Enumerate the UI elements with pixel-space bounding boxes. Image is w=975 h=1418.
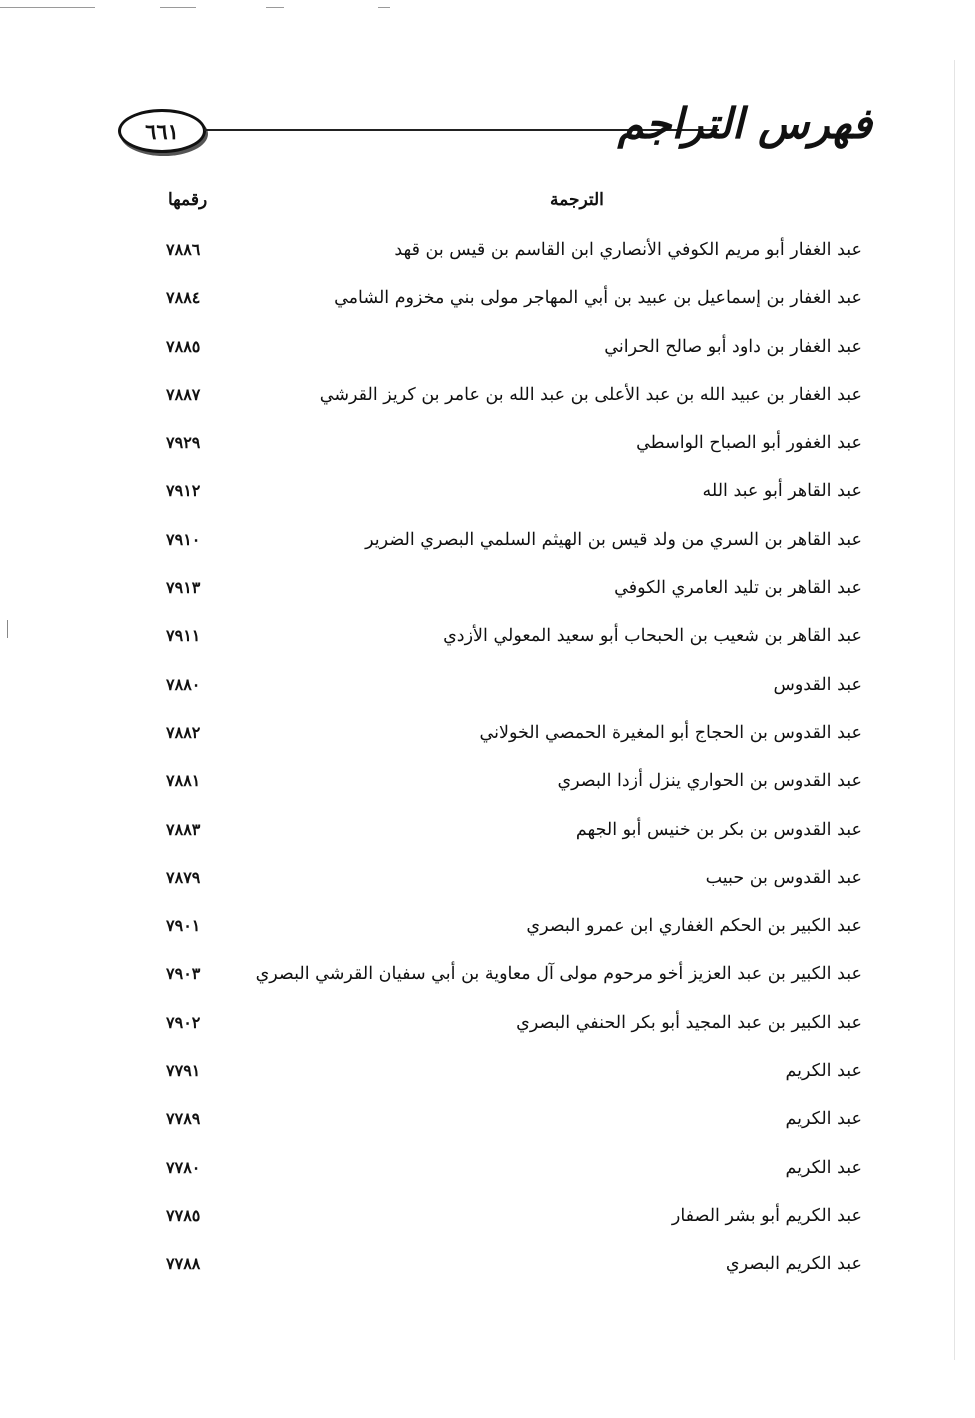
- entry-number: ٧٩١٠: [166, 529, 201, 549]
- entry-number: ٧٨٨٣: [166, 819, 201, 839]
- column-header-title: الترجمة: [550, 190, 604, 210]
- index-entry-row: [150, 715, 862, 763]
- entry-number: ٧٩١١: [166, 626, 201, 646]
- entry-number: ٧٨٨٥: [166, 336, 201, 356]
- page-binding-edge: [954, 60, 955, 1360]
- entry-name: عبد الكريم البصري: [725, 1254, 862, 1275]
- entry-number: ٧٩٠١: [166, 916, 201, 936]
- index-entry-row: [150, 1150, 862, 1198]
- entry-name: عبد القدوس بن حبيب: [705, 867, 862, 888]
- entry-number: ٧٩١٢: [166, 481, 201, 501]
- column-headers: [150, 190, 862, 220]
- index-entry-row: [150, 377, 862, 425]
- entry-name: عبد الغفار أبو مريم الكوفي الأنصاري ابن القاسم بن قيس بن قهد: [394, 240, 862, 260]
- entry-name: عبد الغفار بن عبيد الله بن عبد الأعلى بن عبد الله بن عامر بن كريز القرشي: [319, 384, 862, 405]
- entry-number: ٧٩٠٢: [166, 1012, 201, 1032]
- index-entry-row: [150, 570, 862, 618]
- index-entry-row: [150, 667, 862, 715]
- entry-number: ٧٨٨٢: [166, 722, 201, 742]
- entry-name: عبد الغفور أبو الصباح الواسطي: [636, 433, 862, 454]
- scan-mark: [266, 7, 284, 8]
- column-header-number: رقمها: [168, 190, 208, 210]
- page-title: فهرس التراجم: [617, 99, 872, 148]
- entry-number: ٧٩٠٣: [166, 964, 201, 984]
- entry-name: عبد الكبير بن الحكم الغفاري ابن عمرو البصري: [526, 916, 862, 937]
- index-entry-row: [150, 473, 862, 521]
- index-entry-row: [150, 812, 862, 860]
- entry-number: ٧٨٧٩: [166, 867, 201, 887]
- scan-mark: [160, 7, 196, 8]
- entry-number: ٧٨٨٧: [166, 384, 201, 404]
- entry-name: عبد القدوس بن الحجاج أبو المغيرة الحمصي الخولاني: [479, 722, 862, 743]
- entry-number: ٧٨٨١: [166, 771, 201, 791]
- entry-number: ٧٧٨٠: [166, 1157, 201, 1177]
- scan-top-marks: [0, 0, 975, 20]
- index-entry-row: [150, 522, 862, 570]
- page-header: [110, 92, 872, 172]
- index-entry-row: [150, 908, 862, 956]
- entry-number: ٧٩٢٩: [166, 433, 201, 453]
- biography-index-list: [150, 232, 862, 1295]
- entry-number: ٧٧٨٩: [166, 1109, 201, 1129]
- index-entry-row: [150, 1246, 862, 1294]
- index-entry-row: [150, 763, 862, 811]
- index-entry-row: [150, 280, 862, 328]
- entry-number: ٧٨٨٦: [166, 240, 201, 259]
- index-entry-row: [150, 1053, 862, 1101]
- scan-mark: [0, 7, 95, 8]
- index-entry-row: [150, 329, 862, 377]
- entry-name: عبد القدوس بن بكر بن خنيس أبو الجهم: [575, 819, 862, 840]
- index-entry-row: [150, 1198, 862, 1246]
- index-entry-row: [150, 618, 862, 666]
- entry-name: عبد القاهر أبو عبد الله: [702, 481, 862, 502]
- index-entry-row: [150, 860, 862, 908]
- entry-number: ٧٧٨٨: [166, 1254, 201, 1274]
- index-entry-row: [150, 232, 862, 280]
- entry-number: ٧٨٨٠: [166, 674, 201, 694]
- entry-name: عبد الغفار بن داود أبو صالح الحراني: [604, 336, 862, 357]
- index-entry-row: [150, 425, 862, 473]
- entry-number: ٧٧٨٥: [166, 1205, 201, 1225]
- index-entry-row: [150, 1005, 862, 1053]
- entry-name: عبد القدوس: [773, 674, 862, 695]
- entry-name: عبد الكريم: [785, 1109, 862, 1130]
- entry-name: عبد القاهر بن تليد العامري الكوفي: [614, 578, 862, 599]
- entry-number: ٧٩١٣: [166, 578, 201, 598]
- scan-mark: [378, 7, 390, 8]
- entry-name: عبد الكريم أبو بشر الصفار: [671, 1205, 862, 1226]
- entry-name: عبد القاهر بن شعيب بن الحبحاب أبو سعيد المعولي الأزدي: [443, 626, 862, 647]
- entry-name: عبد الكريم: [785, 1157, 862, 1178]
- entry-name: عبد القاهر بن السري من ولد قيس بن الهيثم السلمي البصري الضرير: [365, 529, 862, 550]
- entry-name: عبد القدوس بن الحواري ينزل أزدا البصري: [557, 771, 862, 792]
- index-entry-row: [150, 956, 862, 1004]
- index-entry-row: [150, 1101, 862, 1149]
- scan-edge-mark: [7, 620, 8, 638]
- entry-name: عبد الكبير بن عبد العزيز أخو مرحوم مولى آل معاوية بن أبي سفيان القرشي البصري: [255, 964, 862, 985]
- entry-name: عبد الغفار بن إسماعيل بن عبيد بن أبي المهاجر مولى بني مخزوم الشامي: [334, 288, 862, 309]
- entry-number: ٧٧٩١: [166, 1061, 201, 1081]
- entry-number: ٧٨٨٤: [166, 288, 201, 308]
- page-number-badge: ٦٦١: [118, 109, 206, 153]
- entry-name: عبد الكبير بن عبد المجيد أبو بكر الحنفي البصري: [516, 1012, 862, 1033]
- entry-name: عبد الكريم: [785, 1061, 862, 1082]
